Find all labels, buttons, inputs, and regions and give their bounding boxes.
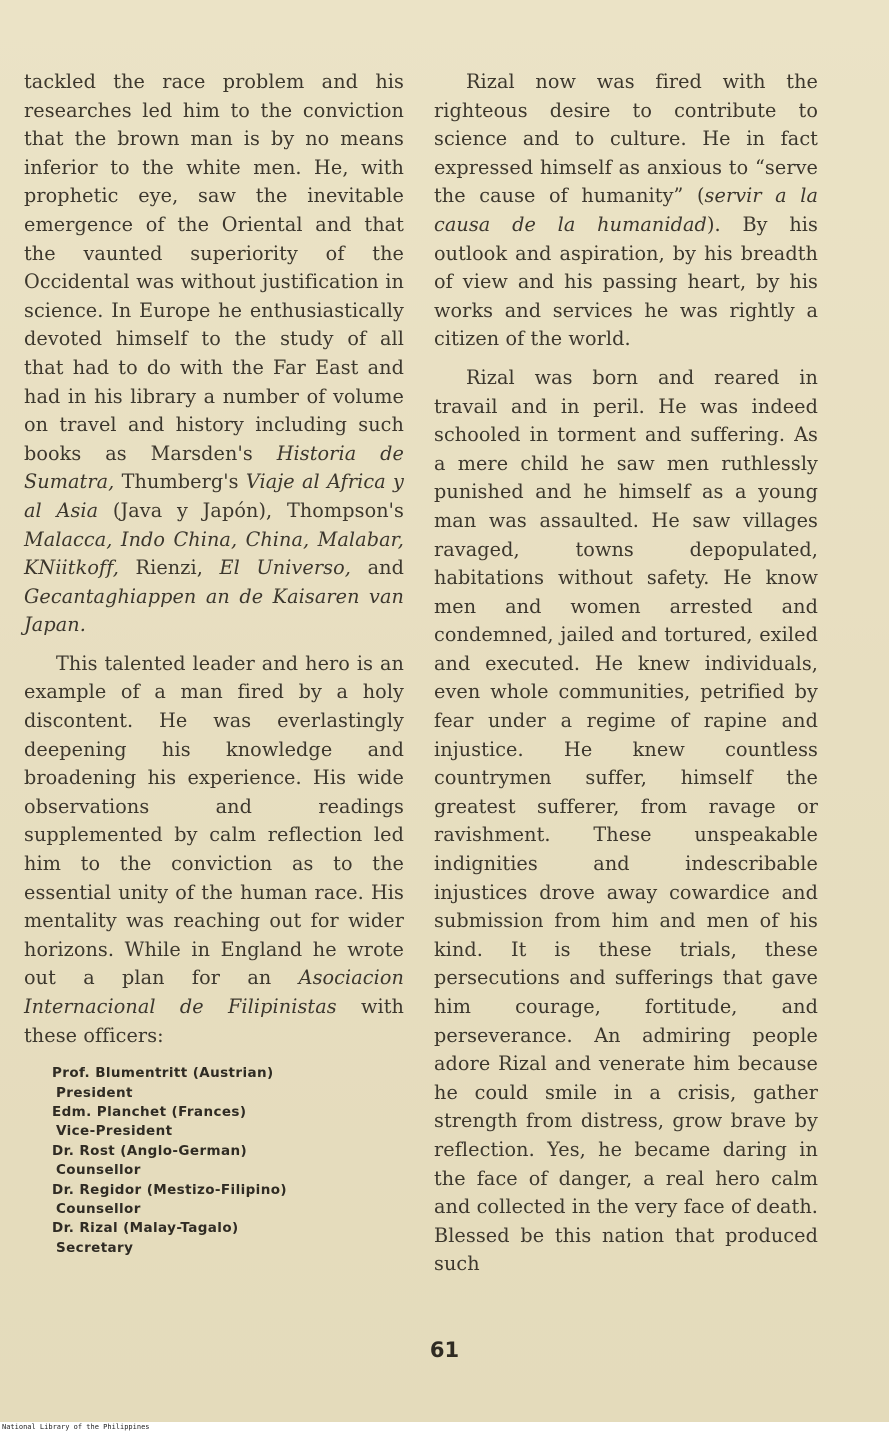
text-run: This talented leader and hero is an example of a man fired by a holy discontent. He was everlastingly deepening his knowledge and broadening his experience. His wide observations and readings supplemented by calm reflection led him to the conviction as to the essential unity of the human race. His mentality was reaching out for wider horizons. While in England he wrote out a plan for an (24, 651, 404, 990)
book-title-viaje-al-africa: Viaje al Africa y al Asia (24, 470, 404, 522)
officer-role: President (56, 1084, 133, 1101)
spanish-quote: servir a la causa de la humanidad (434, 184, 818, 236)
text-run: tackled the race problem and his researches led him to the conviction that the brown man is by no means inferior to the white men. He, with prophetic eye, saw the inevitable emergence of the Oriental and that the vaunted superiority of the Occidental was without justification in science. In Europe he enthusiastically devoted himself to the study of all that had to do with the Far East and had in his library a number of volume on travel and history including such books as Marsden's (24, 70, 404, 465)
left-column (24, 68, 404, 1258)
book-title-el-universo: El Universo, (219, 556, 351, 580)
book-title-historia-de-sumatra: Historia de Sumatra, (24, 441, 404, 494)
officer-role: Counsellor (56, 1201, 141, 1218)
officer-entry (52, 1103, 404, 1142)
officer-role: Secretary (56, 1239, 134, 1256)
book-title-gecantaghiappen: Gecantaghiappen an de Kaisaren van Japan. (24, 584, 404, 637)
officer-entry (52, 1219, 404, 1258)
officer-name: Dr. Rizal (Malay-Tagalo) (52, 1220, 239, 1237)
officers-list (52, 1064, 404, 1258)
text-run: ). By his outlook and aspiration, by his breadth of view and his passing heart, by his works and services he was rightly a citizen of the world. (434, 212, 818, 351)
text-run: Rizal now was fired with the righteous desire to contribute to science and to culture. He in fact expressed himself as anxious to “serve the cause of humanity” ( (434, 70, 818, 208)
officer-role: Counsellor (56, 1162, 141, 1179)
text-run: Rienzi, (118, 556, 220, 580)
association-name: Asociacion Internacional de Filipinistas (24, 966, 404, 1018)
right-column (434, 68, 818, 1279)
officer-role: Vice-President (56, 1123, 173, 1140)
footer-credit: National Library of the Philippines (2, 1423, 150, 1431)
text-run: and (350, 556, 404, 580)
officer-name: Edm. Planchet (Frances) (52, 1104, 247, 1120)
footer-strip (0, 1422, 889, 1433)
right-paragraph-1 (434, 68, 818, 354)
officer-name: Dr. Regidor (Mestizo-Filipino) (52, 1181, 287, 1198)
officer-name: Dr. Rost (Anglo-German) (52, 1142, 248, 1159)
right-paragraph-2: Rizal was born and reared in travail and in peril. He was indeed schooled in torment and suffering. As a mere child he saw men ruthlessly punished and he himself as a young man was assaulted. He saw villages ravaged, towns depopulated, habitations without safety. He know men and women arrested and condemned, jailed and tortured, exiled and executed. He knew individuals, even whole communities, petrified by fear under a regime of rapine and injustice. He knew countless countrymen suffer, himself the greatest sufferer, from ravage or ravishment. These unspeakable indignities and indescribable injustices drove away cowardice and submission from him and men of his kind. It is these trials, these persecutions and sufferings that gave him courage, fortitude, and perseverance. An admiring people adore Rizal and venerate him because he could smile in a crisis, gather strength from distress, grow brave by reflection. Yes, he became daring in the face of danger, a real hero calm and collected in the very face of death. Blessed be this nation that produced such (434, 365, 818, 1276)
left-paragraph-1 (24, 68, 404, 640)
officer-entry (52, 1064, 404, 1103)
page-number: 61 (429, 1338, 460, 1362)
book-title-malacca: Malacca, Indo China, China, Malabar, KNiitkoff, (24, 527, 404, 580)
officer-entry (52, 1181, 404, 1220)
officer-entry (52, 1142, 404, 1181)
officer-name: Prof. Blumentritt (Austrian) (52, 1065, 274, 1082)
left-paragraph-2 (24, 650, 404, 1050)
text-run: (Java y Japón), Thompson's (98, 498, 404, 522)
text-run: Thumberg's (114, 470, 246, 494)
text-run: with these officers: (24, 995, 404, 1047)
